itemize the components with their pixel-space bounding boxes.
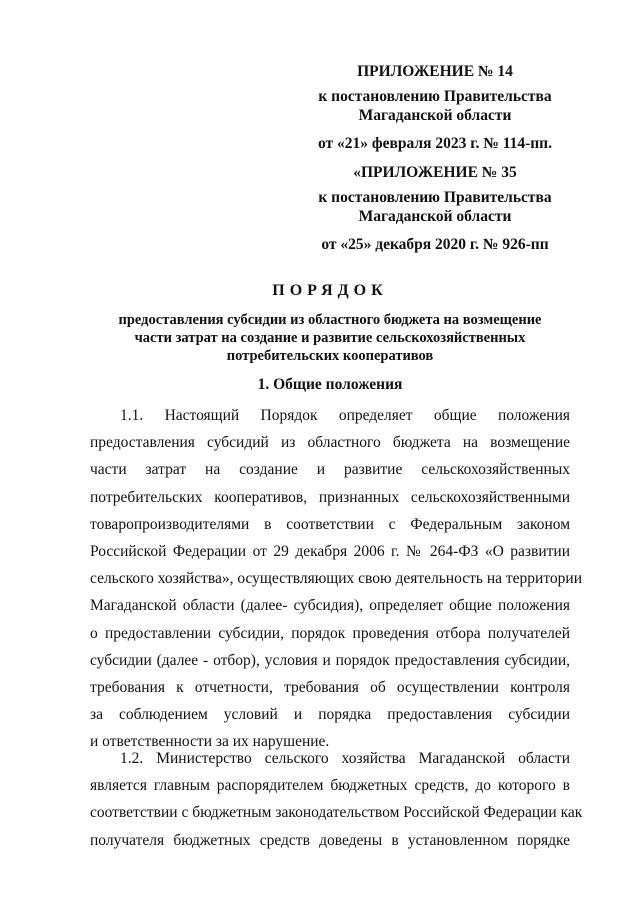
- appendix-original-title: «ПРИЛОЖЕНИЕ № 35: [353, 164, 517, 181]
- subtitle-line: предоставления субсидии из областного бюджета на возмещение: [118, 312, 542, 328]
- paragraph-line: части затрат на создание и развитие сельскохозяйственных: [90, 461, 570, 479]
- paragraph-line: за соблюдением условий и порядка предоставления субсидии: [90, 706, 570, 724]
- appendix-current-title: ПРИЛОЖЕНИЕ № 14: [357, 63, 513, 80]
- paragraph-line: и ответственности за их нарушение.: [90, 733, 330, 751]
- paragraph-line: соответствии с бюджетным законодательством Российской Федерации как: [90, 804, 583, 822]
- paragraph-line: 1.1. Настоящий Порядок определяет общие положения: [120, 407, 570, 424]
- subtitle-line: потребительских кооперативов: [226, 348, 434, 364]
- subtitle-line: части затрат на создание и развитие сельскохозяйственных: [134, 330, 526, 346]
- document-title: ПОРЯДОК: [272, 282, 388, 299]
- appendix-original-date: от «25» декабря 2020 г. № 926-пп: [321, 236, 549, 253]
- paragraph-line: Российской Федерации от 29 декабря 2006 г. № 264-ФЗ «О развитии: [90, 542, 570, 560]
- paragraph-line: является главным распорядителем бюджетных средств, до которого в: [90, 777, 570, 795]
- paragraph-line: 1.2. Министерство сельского хозяйства Магаданской области: [120, 750, 570, 767]
- paragraph-line: потребительских кооперативов, признанных сельскохозяйственными: [90, 488, 570, 506]
- paragraph-line: получателя бюджетных средств доведены в установленном порядке: [90, 831, 570, 849]
- paragraph-line: субсидии (далее - отбор), условия и порядок предоставления субсидии,: [90, 651, 570, 669]
- paragraph-line: товаропроизводителями в соответствии с Федеральным законом: [90, 515, 570, 533]
- document-subtitle: [90, 311, 570, 365]
- appendix-current-line2: Магаданской области: [358, 107, 512, 124]
- appendix-original-header: [310, 163, 560, 254]
- appendix-original-line1: к постановлению Правительства: [318, 189, 552, 206]
- paragraph-1-1: [90, 402, 582, 755]
- section-heading: 1. Общие положения: [257, 376, 403, 393]
- paragraph-line: предоставления субсидий из областного бюджета на возмещение: [90, 434, 570, 452]
- paragraph-line: о предоставлении субсидии, порядок проведения отбора получателей: [90, 624, 570, 642]
- appendix-current-line1: к постановлению Правительства: [318, 88, 552, 105]
- paragraph-line: требования к отчетности, требования об осуществлении контроля: [90, 678, 570, 696]
- paragraph-line: сельского хозяйства», осуществляющих свою деятельность на территории: [90, 570, 582, 588]
- paragraph-1-2: [90, 745, 583, 854]
- appendix-original-line2: Магаданской области: [358, 208, 512, 225]
- appendix-current-header: [310, 62, 560, 153]
- appendix-current-date: от «21» февраля 2023 г. № 114-пп.: [317, 135, 552, 152]
- paragraph-line: Магаданской области (далее- субсидия), определяет общие положения: [90, 597, 570, 615]
